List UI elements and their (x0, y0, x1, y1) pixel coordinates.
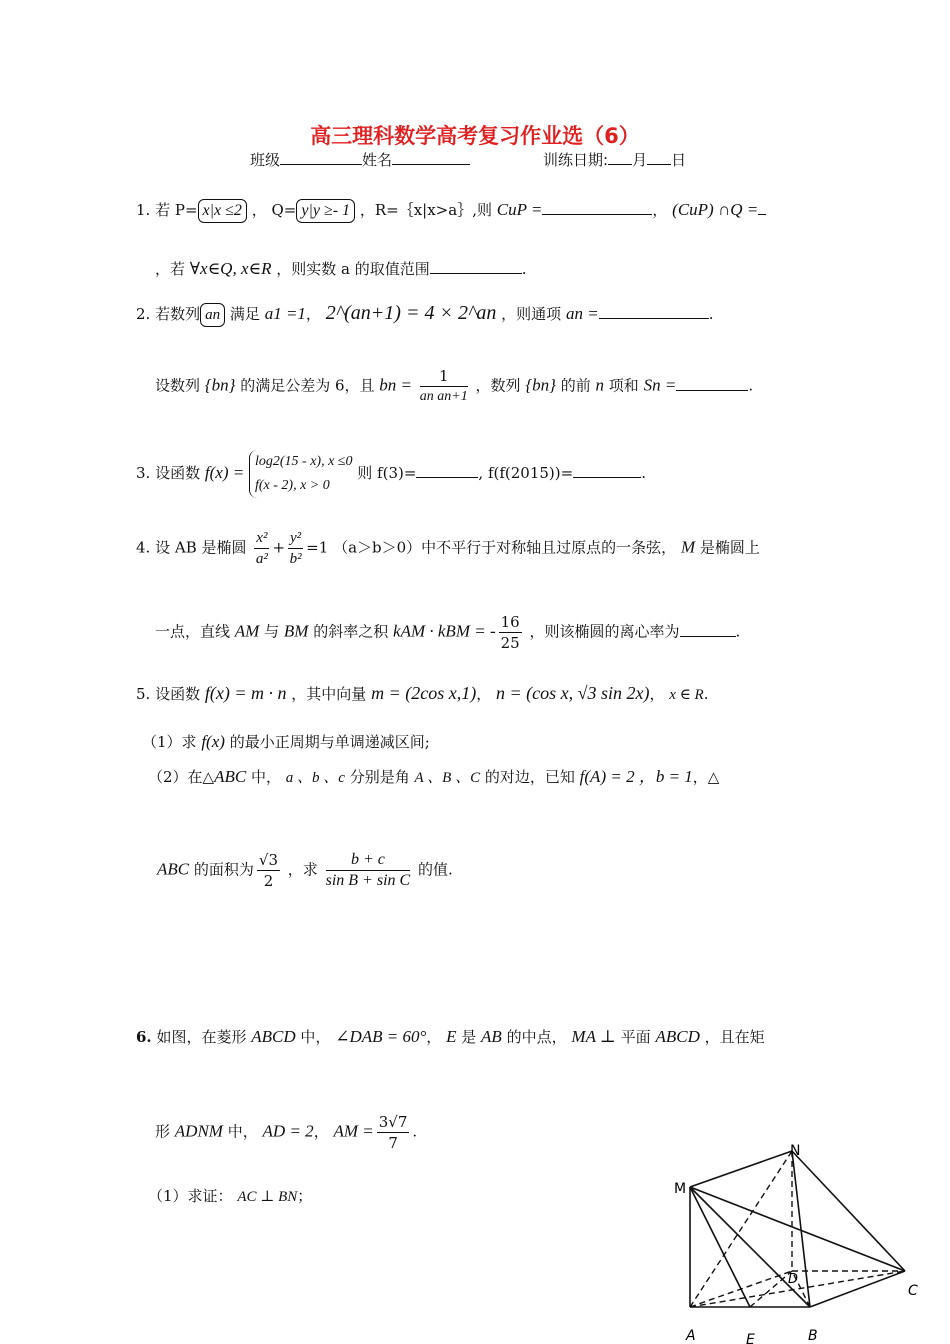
question-1-line-2: ，若 ∀x∈Q, x∈R ，则实数 a 的取值范围 . (155, 259, 527, 278)
page-title: 高三理科数学高考复习作业选（6） (310, 124, 640, 148)
question-3: 3. 设函数 f(x) = log2(15 - x), x ≤0 f(x - 2), x > 0 则 f(3)= , f(f(2015))= . (136, 450, 646, 498)
label-d: D (788, 1272, 799, 1287)
date-field (543, 149, 686, 170)
name-label: 姓名 (362, 151, 393, 169)
question-2-line-1: 2. 若数列 an 满足 a1 =1， 2^(an+1) = 4 × 2^an ，则通项 an = . (136, 302, 713, 327)
label-m: M (674, 1181, 687, 1197)
question-6-line-2: 形 ADNM 中， AD = 2， AM = $\frac{3√7}{7}$ . (155, 1113, 418, 1152)
question-1-line-1: 1. 若 P= x|x ≤2 ， Q= y|y ≥- 1 ，R=｛x|x>a｝,则 CuP = ， (CuP) ∩Q = (136, 199, 766, 223)
question-2-line-2: 设数列 {bn} 的满足公差为 6，且 bn = $\frac{1}{\text{an an+1}}$ ，数列 {bn} 的前 n 项和 Sn = . (155, 366, 753, 407)
question-5-line-1: 5. 设函数 f(x) = m · n ，其中向量 m = (2cos x,1)， n = (cos x, √3 sin 2x)， x ∈ R. (136, 683, 709, 703)
set-p: x|x ≤2 (198, 199, 247, 223)
bn-fraction: $\frac{1}{\text{an an+1}}$ (419, 367, 468, 404)
geometry-figure (660, 1135, 930, 1344)
cu-p: CuP = (496, 200, 543, 219)
day-label: 日 (671, 151, 687, 169)
label-a: A (686, 1328, 696, 1344)
question-4-line-2: 一点，直线 AM 与 BM 的斜率之积 kAM · kBM = - $\frac{16}{25}$ ，则该椭圆的离心率为 . (155, 613, 741, 652)
label-b: B (808, 1328, 818, 1344)
class-field (250, 149, 470, 170)
cu-p-cap-q: (CuP) ∩Q = (672, 200, 759, 219)
piecewise-function: log2(15 - x), x ≤0 f(x - 2), x > 0 (249, 450, 353, 498)
question-5-part-2-line-2: ABC 的面积为 $\frac{√3}{2}$ ，求 $\frac{b + c}{\text{sin B + sin C}}$ 的值. (157, 851, 453, 890)
edge-mn (690, 1151, 792, 1187)
edge-ed (750, 1271, 792, 1307)
month-label: 月 (632, 151, 648, 169)
edge-ad (690, 1271, 792, 1307)
question-6-line-1: 6. 如图，在菱形 ABCD 中， ∠DAB = 60°， E 是 AB 的中点， MA ⊥ 平面 ABCD ，且在矩 (136, 1027, 765, 1046)
question-5-part-2: （2）在△ABC 中， a 、b 、c 分别是角 A 、B 、C 的对边，已知 f(A) = 2 ，b = 1，△ (148, 767, 720, 786)
class-label: 班级 (250, 151, 281, 169)
label-n: N (790, 1143, 801, 1159)
question-5-part-1: （1）求 f(x) 的最小正周期与单调递减区间; (142, 732, 430, 751)
label-c: C (908, 1283, 918, 1299)
set-q: y|y ≥- 1 (296, 199, 355, 223)
edge-bc (810, 1271, 905, 1307)
question-4-line-1: 4. 设 AB 是椭圆 $\frac{\text{x²}}{\text{a²}}$ + $\frac{\text{y²}}{\text{b²}}$ =1 （a＞b＞0）中不平行于对称轴且过原点的一条弦， M 是椭圆上 (136, 530, 760, 567)
question-6-part-1: （1）求证： AC ⊥ BN； (148, 1187, 313, 1205)
date-label: 训练日期: (543, 151, 609, 169)
label-e: E (746, 1332, 755, 1344)
edge-nc (792, 1151, 905, 1271)
